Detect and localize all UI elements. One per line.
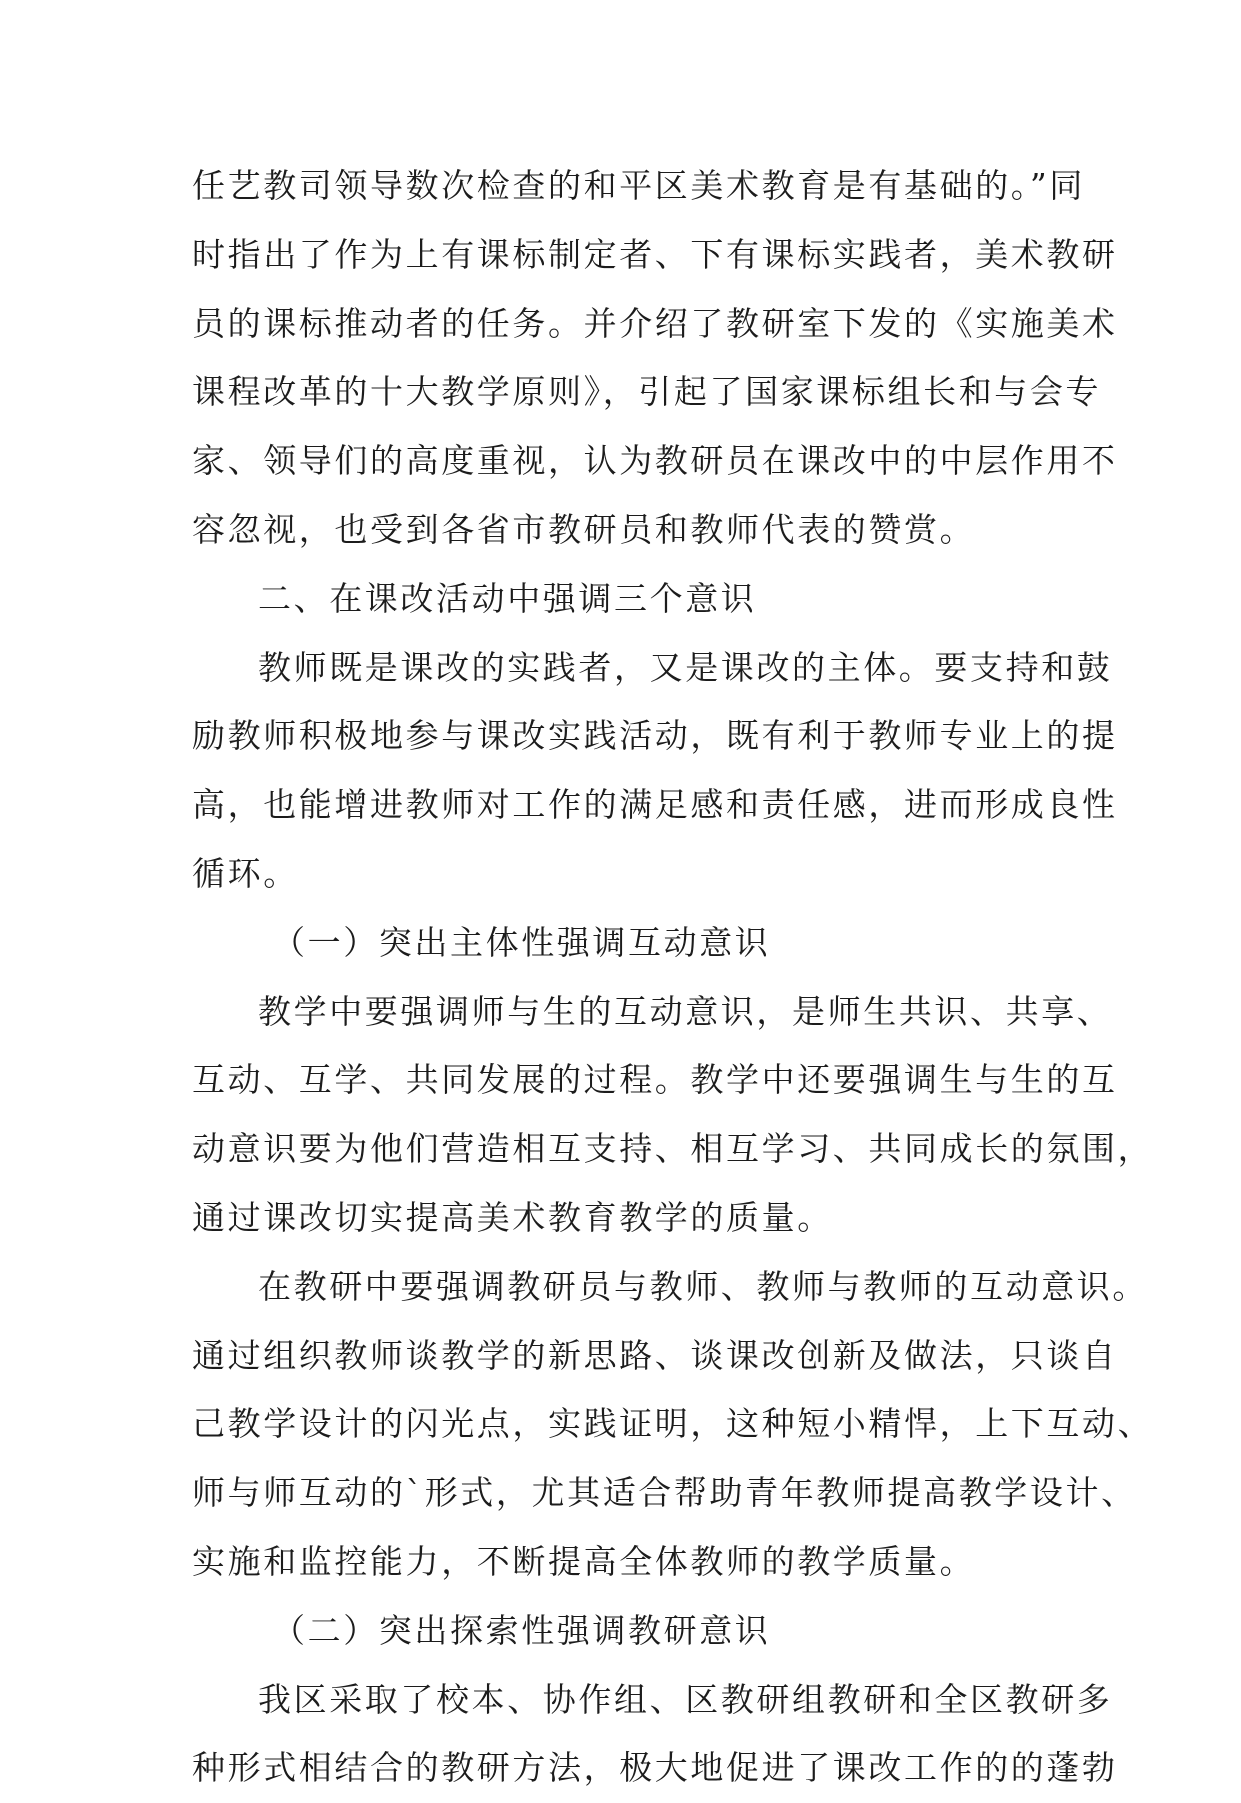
paragraph-line: 我区采取了校本、协作组、区教研组教研和全区教研多 (258, 1679, 1113, 1719)
paragraph-line: 通过课改切实提高美术教育教学的质量。 (192, 1197, 833, 1237)
paragraph-line: 循环。 (192, 853, 299, 893)
paragraph-line: 种形式相结合的教研方法，极大地促进了课改工作的的蓬勃 (192, 1748, 1118, 1788)
paragraph-line: 在教研中要强调教研员与教师、教师与教师的互动意识。 (258, 1266, 1148, 1306)
paragraph-line: 教学中要强调师与生的互动意识，是师生共识、共享、 (258, 991, 1113, 1031)
document-body (192, 152, 1154, 1803)
section-heading: 二、在课改活动中强调三个意识 (258, 578, 757, 618)
paragraph-line: 员的课标推动者的任务。并介绍了教研室下发的《实施美术 (192, 303, 1118, 343)
paragraph-line: 家、领导们的高度重视，认为教研员在课改中的中层作用不 (192, 441, 1118, 481)
paragraph-line: 时指出了作为上有课标制定者、下有课标实践者，美术教研 (192, 234, 1118, 274)
paragraph-line: 教师既是课改的实践者，又是课改的主体。要支持和鼓 (258, 647, 1113, 687)
paragraph-line: 励教师积极地参与课改实践活动，既有利于教师专业上的提 (192, 716, 1118, 756)
subsection-heading: （二）突出探索性强调教研意识 (272, 1610, 771, 1650)
paragraph-line: 容忽视，也受到各省市教研员和教师代表的赞赏。 (192, 509, 976, 549)
paragraph-line: 实施和监控能力，不断提高全体教师的教学质量。 (192, 1541, 976, 1581)
paragraph-line: 课程改革的十大教学原则》，引起了国家课标组长和与会专 (192, 372, 1102, 412)
subsection-heading: （一）突出主体性强调互动意识 (272, 922, 771, 962)
paragraph-line: 动意识要为他们营造相互支持、相互学习、共同成长的氛围， (192, 1129, 1154, 1169)
paragraph-line: 互动、互学、共同发展的过程。教学中还要强调生与生的互 (192, 1060, 1118, 1100)
paragraph-line: 己教学设计的闪光点，实践证明，这种短小精悍，上下互动、 (192, 1404, 1154, 1444)
paragraph-line: 高，也能增进教师对工作的满足感和责任感，进而形成良性 (192, 785, 1118, 825)
paragraph-line: 师与师互动的`形式，尤其适合帮助青年教师提高教学设计、 (192, 1473, 1137, 1513)
paragraph-line: 通过组织教师谈教学的新思路、谈课改创新及做法，只谈自 (192, 1335, 1118, 1375)
paragraph-line: 任艺教司领导数次检查的和平区美术教育是有基础的。”同 (192, 166, 1085, 205)
